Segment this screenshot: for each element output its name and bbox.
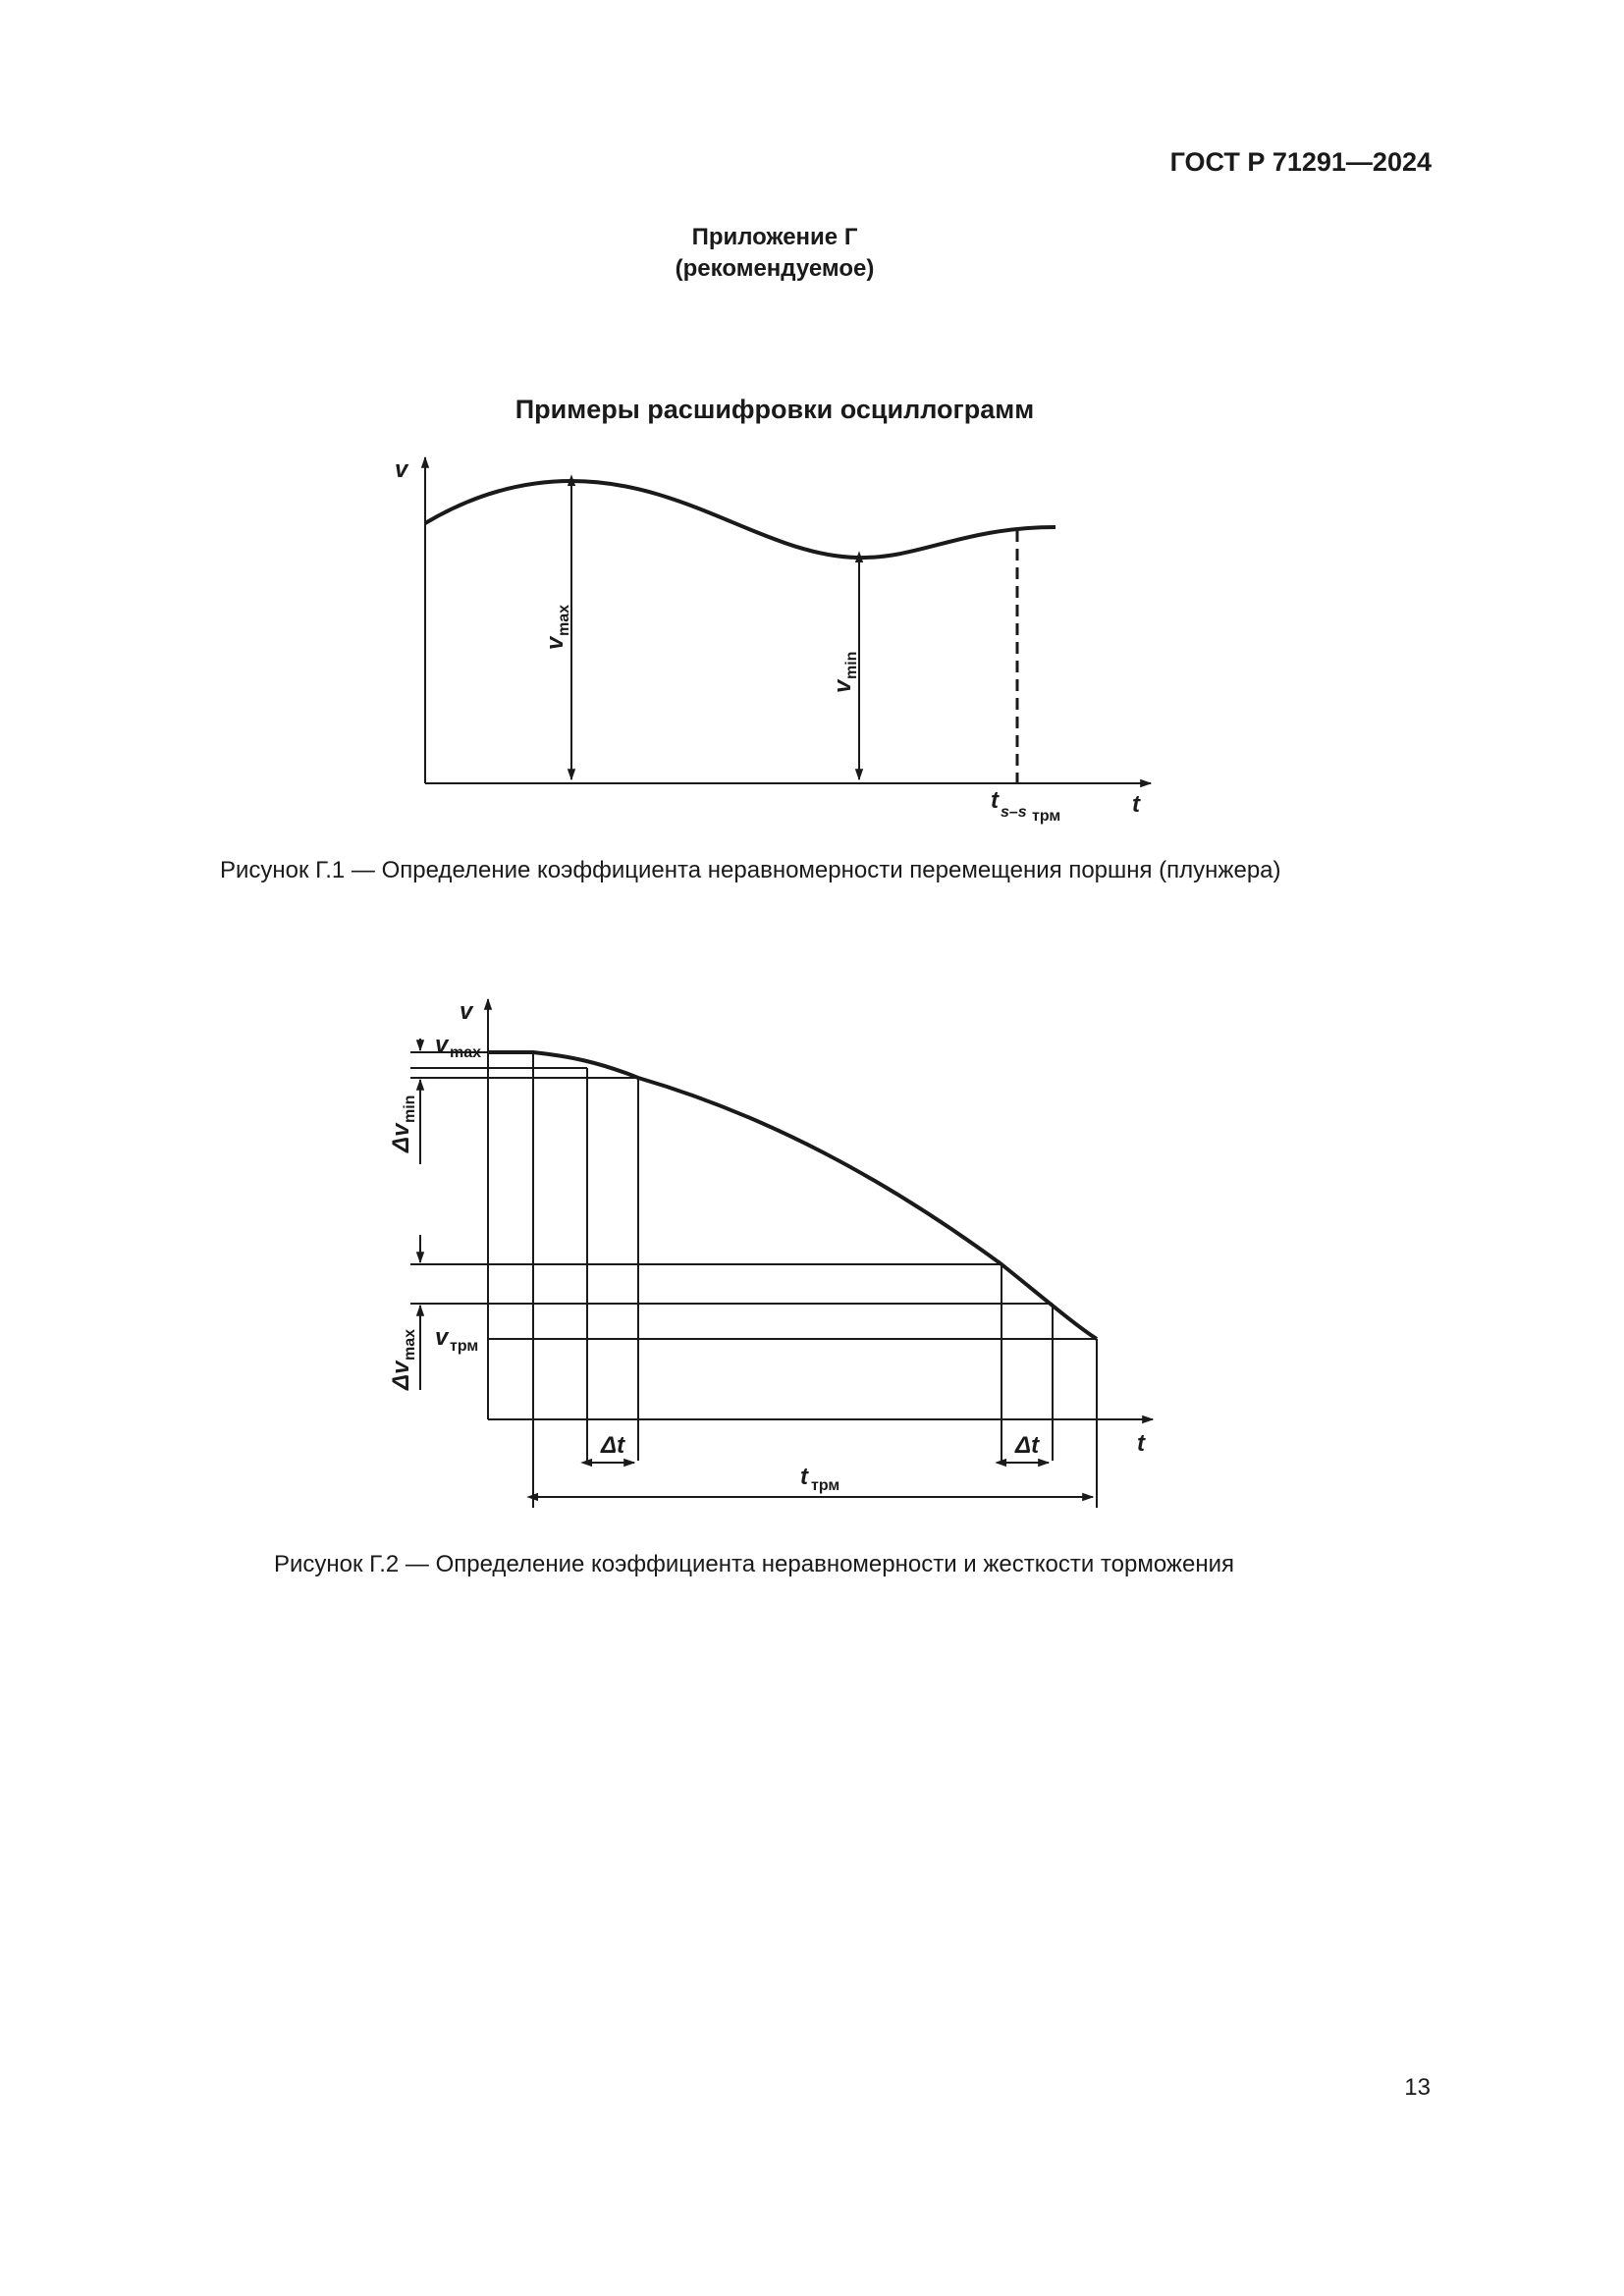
- figure-1-caption: Рисунок Г.1 — Определение коэффициента неравномерности перемещения поршня (плунжера): [220, 857, 1281, 883]
- fig2-braking-curve: [488, 1052, 1097, 1339]
- fig2-dvmin-label: [388, 1095, 418, 1153]
- fig1-y-axis-label: v: [395, 456, 408, 483]
- fig2-dvmin-main: Δv: [388, 1123, 414, 1152]
- fig1-vmax-sub: max: [556, 604, 572, 636]
- section-title: Примеры расшифровки осциллограмм: [514, 395, 1035, 424]
- fig1-vmin-sub: min: [843, 651, 860, 679]
- fig2-x-axis-label: t: [1137, 1430, 1145, 1457]
- fig2-vtrm-sub: трм: [450, 1338, 479, 1355]
- fig2-vmax-label: [435, 1032, 481, 1061]
- fig2-dvmin-sub: min: [402, 1095, 418, 1123]
- figure-2-caption: Рисунок Г.2 — Определение коэффициента неравномерности и жесткости торможения: [274, 1551, 1234, 1577]
- fig1-ts-sub2: трм: [1032, 808, 1061, 825]
- fig2-vtrm-main: v: [435, 1324, 449, 1351]
- fig2-dt-right-label: Δt: [1015, 1432, 1040, 1459]
- page-number: 13: [1404, 2074, 1431, 2101]
- fig2-vmax-sub: max: [450, 1044, 482, 1061]
- appendix-status: (рекомендуемое): [675, 255, 875, 282]
- fig2-vtrm-label: [435, 1324, 478, 1355]
- fig1-vmax-main: v: [542, 636, 568, 650]
- fig2-vmax-main: v: [435, 1032, 449, 1058]
- fig1-x-axis-label: t: [1132, 791, 1140, 818]
- standard-code: ГОСТ Р 71291—2024: [1169, 147, 1432, 177]
- appendix-title: Приложение Г: [691, 224, 858, 250]
- fig2-dvmax-label: [388, 1329, 418, 1391]
- fig1-vmin-main: v: [830, 679, 856, 693]
- fig2-dvmax-main: Δv: [388, 1361, 414, 1390]
- fig2-ttrm-sub: трм: [811, 1477, 840, 1494]
- fig2-dt-left-label: Δt: [601, 1432, 625, 1459]
- fig2-ttrm-label: [800, 1464, 839, 1494]
- fig2-y-axis-label: v: [460, 998, 473, 1025]
- fig1-ts-main: t: [991, 787, 999, 814]
- fig2-horizontal-guides: [410, 1052, 1097, 1339]
- fig2-dvmax-sub: max: [402, 1328, 418, 1361]
- fig1-ts-sub: s–s: [1001, 804, 1027, 821]
- fig2-ttrm-main: t: [800, 1464, 808, 1490]
